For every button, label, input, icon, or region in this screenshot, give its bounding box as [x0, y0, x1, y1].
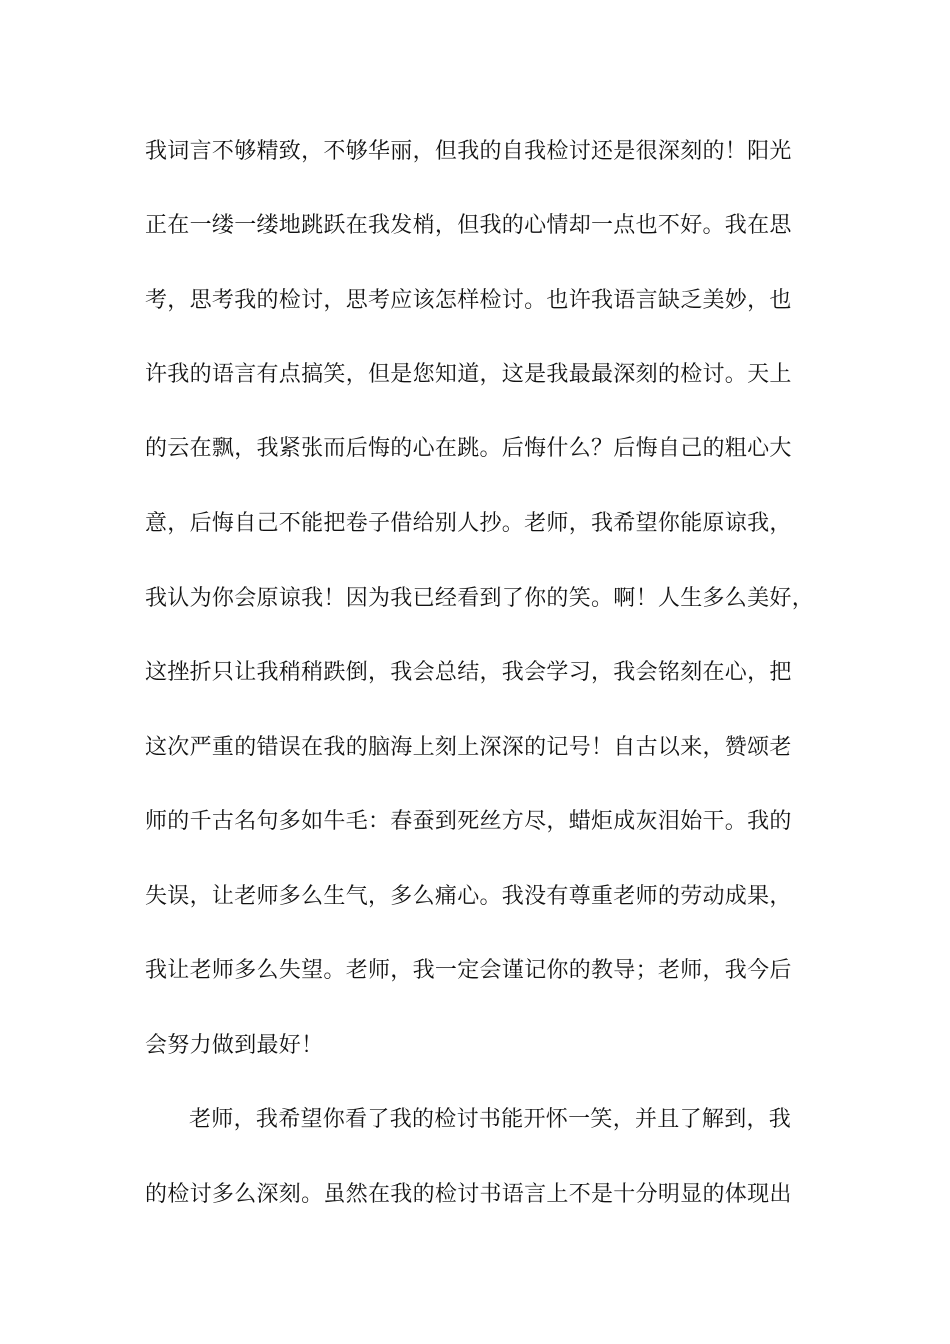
- text-line: 考，思考我的检讨，思考应该怎样检讨。也许我语言缺乏美妙，也: [145, 288, 792, 313]
- text-line: 我让老师多么失望。老师，我一定会谨记你的教导；老师，我今后: [145, 958, 792, 983]
- text-line: 师的千古名句多如牛毛：春蚕到死丝方尽，蜡炬成灰泪始干。我的: [145, 809, 792, 834]
- paragraph-first-line: 老师，我希望你看了我的检讨书能开怀一笑，并且了解到，我: [189, 1107, 792, 1132]
- text-line: 失误，让老师多么生气，多么痛心。我没有尊重老师的劳动成果，: [145, 884, 792, 909]
- text-line: 许我的语言有点搞笑，但是您知道，这是我最最深刻的检讨。天上: [145, 362, 792, 387]
- text-line: 会努力做到最好！: [145, 1033, 324, 1058]
- text-line: 意，后悔自己不能把卷子借给别人抄。老师，我希望你能原谅我，: [145, 511, 792, 536]
- text-line: 这挫折只让我稍稍跌倒，我会总结，我会学习，我会铭刻在心，把: [145, 660, 792, 685]
- text-line: 正在一缕一缕地跳跃在我发梢，但我的心情却一点也不好。我在思: [145, 213, 792, 238]
- text-line: 的检讨多么深刻。虽然在我的检讨书语言上不是十分明显的体现出: [145, 1182, 792, 1207]
- text-line: 的云在飘，我紧张而后悔的心在跳。后悔什么？后悔自己的粗心大: [145, 436, 792, 461]
- text-line: 这次严重的错误在我的脑海上刻上深深的记号！自古以来，赞颂老: [145, 735, 792, 760]
- text-line: 我词言不够精致，不够华丽，但我的自我检讨还是很深刻的！阳光: [145, 139, 792, 164]
- text-line: 我认为你会原谅我！因为我已经看到了你的笑。啊！人生多么美好，: [145, 586, 815, 611]
